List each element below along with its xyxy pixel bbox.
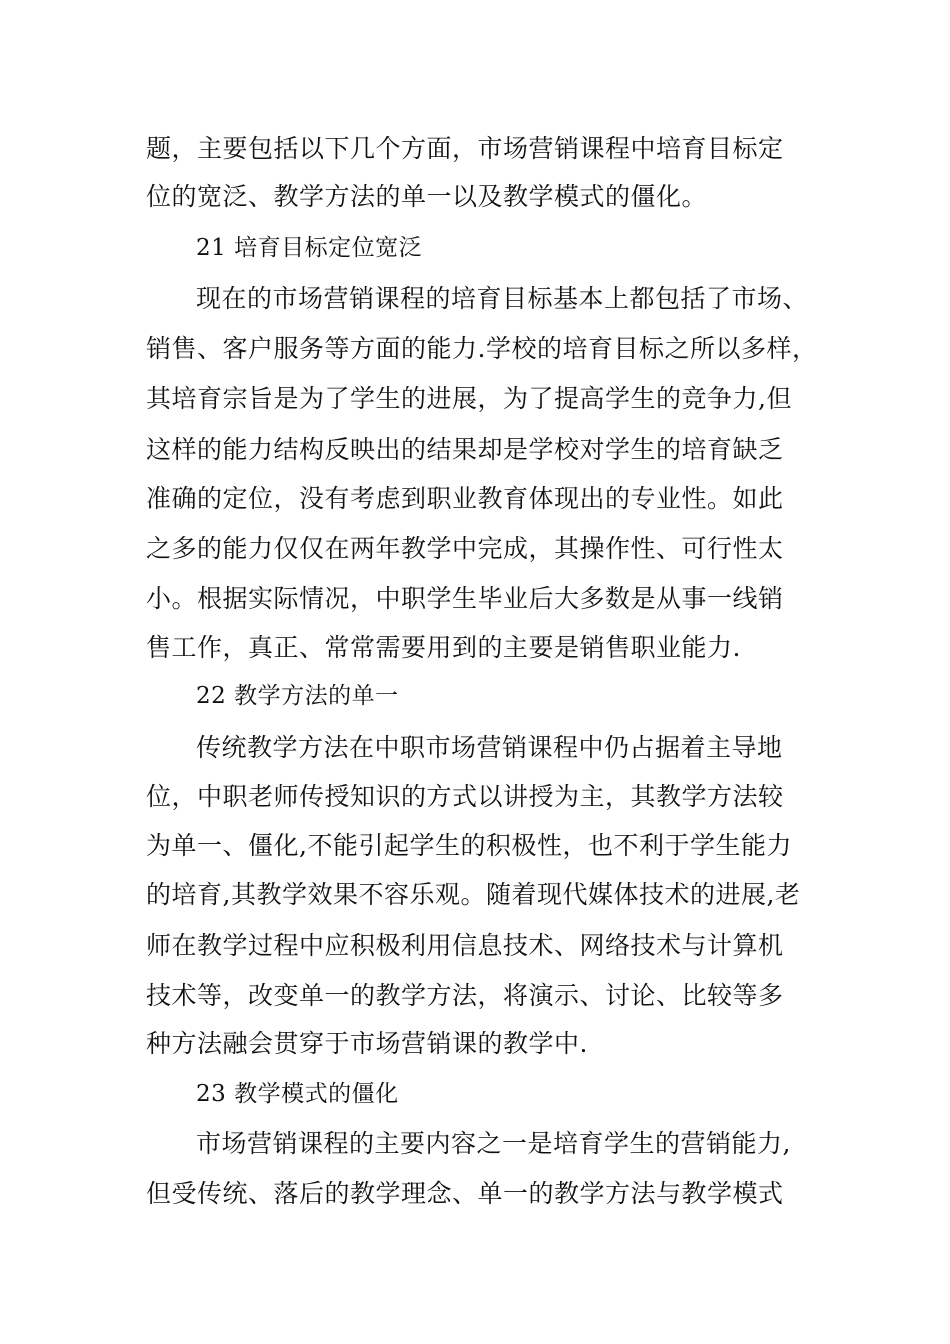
body-text-line: 位的宽泛、教学方法的单一以及教学模式的僵化。 — [146, 182, 708, 211]
section-heading: 21 培育目标定位宽泛 — [196, 235, 423, 261]
body-text-line: 其培育宗旨是为了学生的进展，为了提高学生的竞争力,但 — [146, 384, 792, 413]
body-text-line: 种方法融会贯穿于市场营销课的教学中. — [146, 1029, 588, 1058]
body-text-line: 师在教学过程中应积极利用信息技术、网络技术与计算机 — [146, 931, 784, 960]
body-text-line: 小。根据实际情况，中职学生毕业后大多数是从事一线销 — [146, 584, 784, 613]
section-heading: 23 教学模式的僵化 — [196, 1081, 399, 1107]
body-text-line: 但受传统、落后的教学理念、单一的教学方法与教学模式 — [146, 1179, 784, 1208]
paragraph-first-line: 市场营销课程的主要内容之一是培育学生的营销能力, — [196, 1129, 791, 1158]
body-text-line: 为单一、僵化,不能引起学生的积极性，也不利于学生能力 — [146, 831, 792, 860]
body-text-line: 的培育,其教学效果不容乐观。随着现代媒体技术的进展,老 — [146, 880, 801, 909]
body-text-line: 之多的能力仅仅在两年教学中完成，其操作性、可行性太 — [146, 534, 784, 563]
body-text-line: 售工作，真正、常常需要用到的主要是销售职业能力. — [146, 633, 741, 662]
body-text-line: 这样的能力结构反映出的结果却是学校对学生的培育缺乏 — [146, 435, 784, 464]
body-text-line: 销售、客户服务等方面的能力.学校的培育目标之所以多样， — [146, 334, 818, 363]
body-text-line: 准确的定位，没有考虑到职业教育体现出的专业性。如此 — [146, 484, 784, 513]
body-text-line: 题，主要包括以下几个方面，市场营销课程中培育目标定 — [146, 134, 784, 163]
body-text-line: 位，中职老师传授知识的方式以讲授为主，其教学方法较 — [146, 782, 784, 811]
body-text-line: 技术等，改变单一的教学方法，将演示、讨论、比较等多 — [146, 981, 784, 1010]
paragraph-first-line: 传统教学方法在中职市场营销课程中仍占据着主导地 — [196, 733, 783, 762]
section-heading: 22 教学方法的单一 — [196, 683, 399, 709]
paragraph-first-line: 现在的市场营销课程的培育目标基本上都包括了市场、 — [196, 284, 809, 313]
